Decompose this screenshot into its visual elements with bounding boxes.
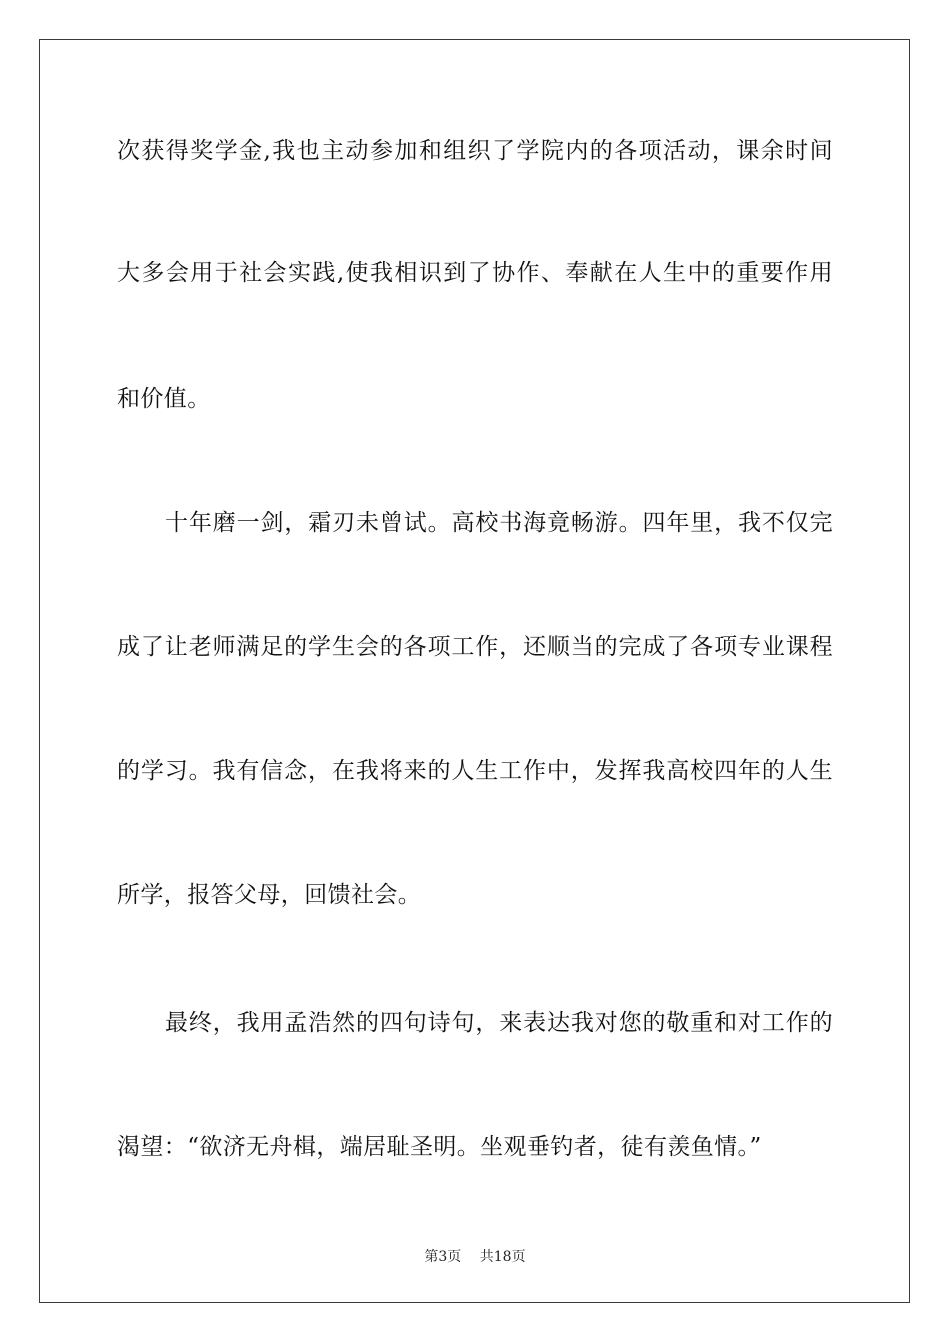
body-line-7: 所学，报答父母，回馈社会。 [117,882,422,908]
page-total: 共18页 [479,1249,526,1265]
body-line-4: 十年磨一剑，霜刃未曾试。高校书海竟畅游。四年里，我不仅完 [165,510,833,536]
body-line-6: 的学习。我有信念，在我将来的人生工作中，发挥我高校四年的人生 [117,758,833,784]
body-line-8: 最终，我用孟浩然的四句诗句，来表达我对您的敬重和对工作的 [165,1010,833,1036]
page-number: 第3页 [424,1249,462,1265]
body-line-5: 成了让老师满足的学生会的各项工作，还顺当的完成了各项专业课程 [117,634,833,660]
body-line-1: 次获得奖学金,我也主动参加和组织了学院内的各项活动，课余时间 [117,138,833,164]
body-line-3: 和价值。 [117,386,211,412]
page-footer [0,1248,950,1266]
body-line-9: 渴望：“欲济无舟楫，端居耻圣明。坐观垂钓者，徒有羡鱼情。” [117,1134,762,1160]
page-border [39,39,910,1303]
body-line-2: 大多会用于社会实践,使我相识到了协作、奉献在人生中的重要作用 [117,260,833,286]
